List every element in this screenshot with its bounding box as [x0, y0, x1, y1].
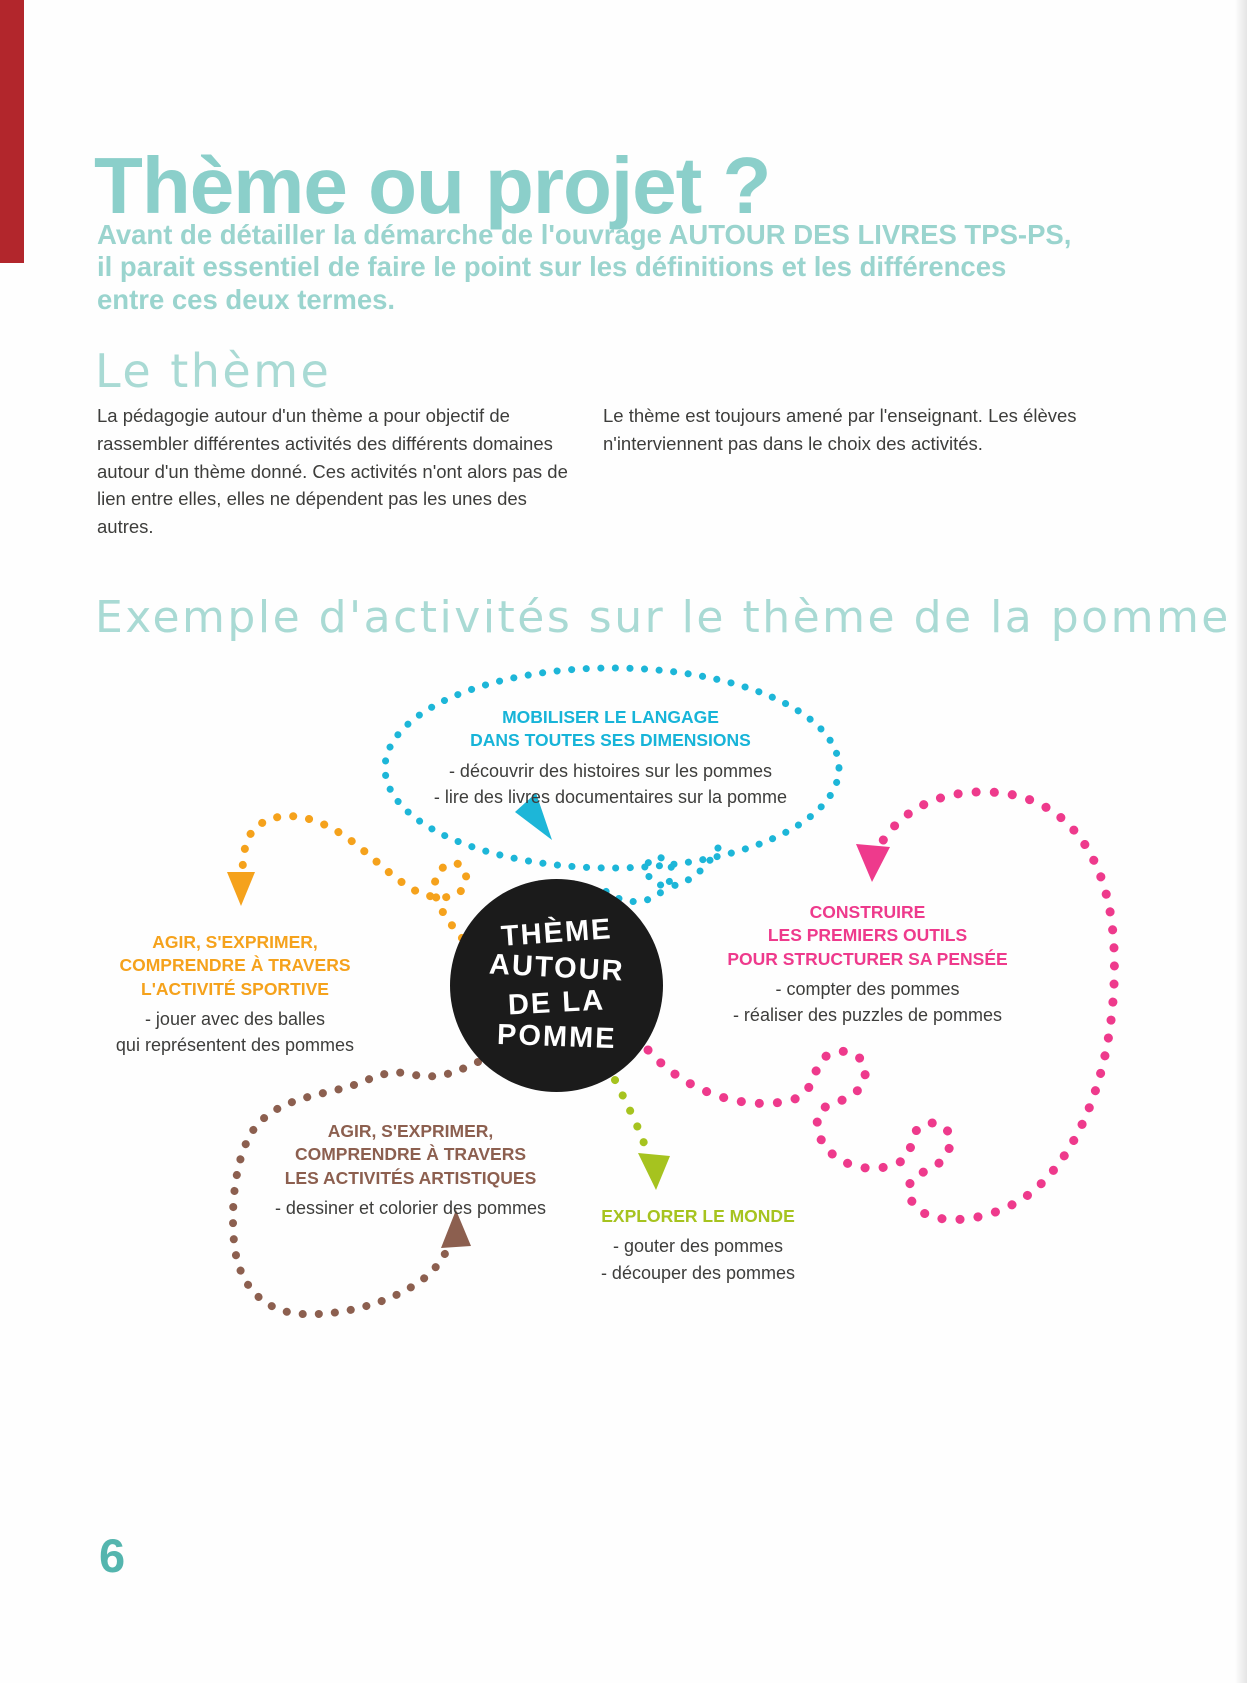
dotted-line-green — [615, 1080, 647, 1152]
center-line: AUTOUR — [488, 948, 626, 988]
node-title — [383, 706, 838, 753]
central-theme-circle — [450, 879, 663, 1092]
center-line: POMME — [496, 1019, 617, 1056]
theme-heading: Le thème — [95, 344, 332, 398]
node-title-line: EXPLORER LE MONDE — [601, 1206, 795, 1226]
node-title-line: POUR STRUCTURER SA PENSÉE — [727, 948, 1008, 969]
center-line: THÈME — [499, 913, 614, 953]
node-title-line: MOBILISER LE LANGAGE — [502, 707, 719, 727]
node-title-line: L'ACTIVITÉ SPORTIVE — [141, 978, 329, 999]
page-number: 6 — [99, 1529, 126, 1582]
node-mobiliser-langage — [383, 706, 838, 811]
node-activite-sportive — [80, 931, 390, 1059]
dotted-tail-cyan — [600, 848, 718, 902]
node-title-line: LES ACTIVITÉS ARTISTIQUES — [284, 1167, 537, 1188]
node-title — [695, 901, 1040, 971]
node-items — [383, 758, 838, 811]
node-explorer-monde — [548, 1205, 848, 1287]
node-item: qui représentent des pommes — [115, 1035, 355, 1056]
node-item: - gouter des pommes — [612, 1236, 784, 1257]
center-line: DE LA — [507, 983, 606, 1022]
node-item: - découvrir des histoires sur les pommes — [448, 760, 773, 781]
node-title-line: DANS TOUTES SES DIMENSIONS — [470, 730, 751, 751]
node-title — [80, 931, 390, 1001]
intro-text: Avant de détailler la démarche de l'ouvrage AUTOUR DES LIVRES TPS-PS, il parait essentiel de faire le point sur les définitions et les différences entre ces deux termes. — [97, 219, 1072, 315]
node-title — [548, 1205, 848, 1228]
node-title-line: COMPRENDRE À TRAVERS — [294, 1144, 527, 1165]
node-items — [548, 1233, 848, 1286]
example-heading: Exemple d'activités sur le thème de la pomme — [95, 592, 1231, 643]
node-items — [695, 976, 1040, 1029]
node-title — [228, 1120, 593, 1190]
arrow-green-icon — [638, 1153, 670, 1190]
arrow-pink-icon — [856, 844, 890, 882]
node-item: - lire des livres documentaires sur la pomme — [433, 787, 788, 808]
node-title-line: LES PREMIERS OUTILS — [767, 925, 968, 946]
node-item: - jouer avec des balles — [144, 1008, 326, 1029]
node-title-line: COMPRENDRE À TRAVERS — [119, 955, 351, 976]
node-item: - découper des pommes — [600, 1262, 796, 1283]
node-title-line: AGIR, S'EXPRIMER, — [152, 932, 318, 952]
dotted-loop-orange — [241, 816, 466, 938]
node-construire-outils — [695, 901, 1040, 1029]
node-items — [228, 1195, 593, 1222]
node-item: - réaliser des puzzles de pommes — [732, 1005, 1003, 1026]
scan-edge-shadow — [1235, 0, 1247, 1683]
node-title-line: CONSTRUIRE — [809, 902, 926, 922]
page-title: Thème ou projet ? — [94, 140, 771, 230]
node-item: - dessiner et colorier des pommes — [274, 1197, 547, 1218]
node-item: - compter des pommes — [775, 978, 960, 999]
theme-paragraph-right: Le thème est toujours amené par l'enseignant. Les élèves n'interviennent pas dans le choix des activités. — [603, 405, 1077, 454]
node-title-line: AGIR, S'EXPRIMER, — [327, 1121, 494, 1141]
arrow-orange-icon — [227, 872, 255, 906]
theme-paragraph-left: La pédagogie autour d'un thème a pour objectif de rassembler différentes activités des différents domaines autour d'un thème donné. Ces activités n'ont alors pas de lien entre elles, elles ne dépendent pas les unes des autres. — [97, 405, 568, 537]
node-items — [80, 1006, 390, 1059]
node-activites-artistiques — [228, 1120, 593, 1221]
